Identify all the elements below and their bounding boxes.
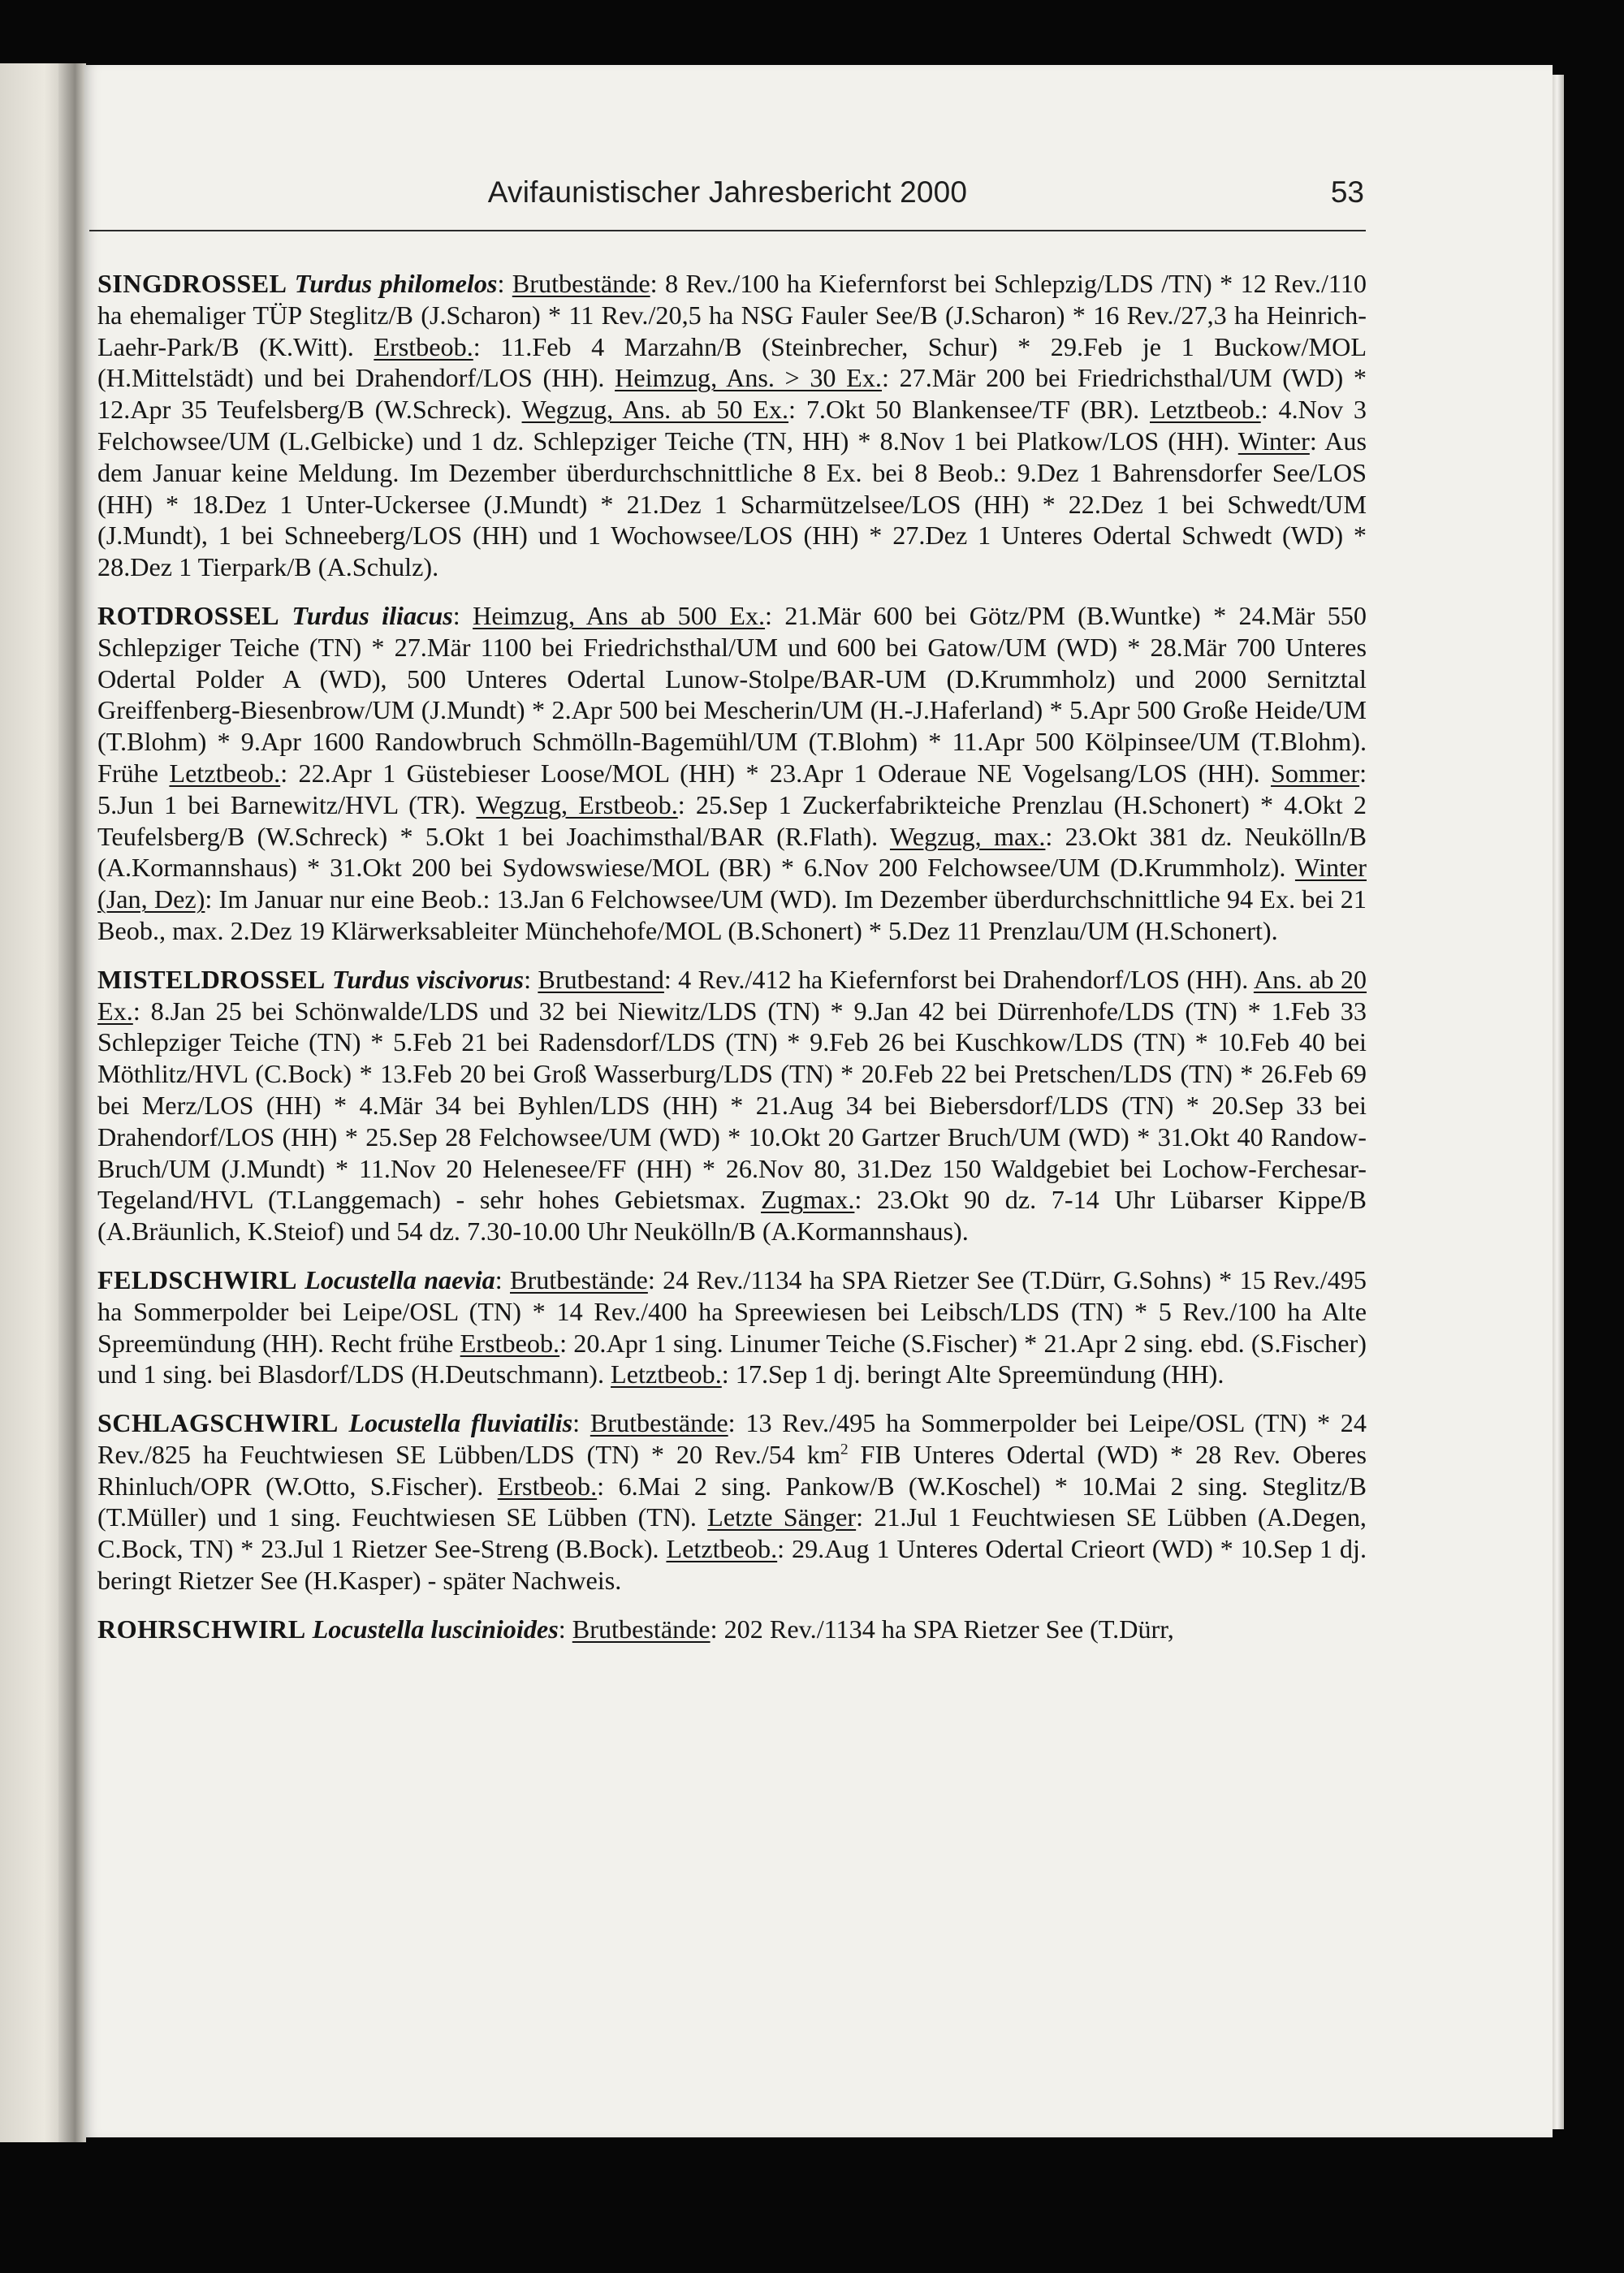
section-keyword: Ans. ab 20 Ex. bbox=[97, 964, 1367, 1026]
section-keyword: Letztbeob. bbox=[169, 758, 281, 788]
section-keyword: Wegzug, Erstbeob. bbox=[476, 789, 678, 819]
entry-text: FIB Unteres Odertal (WD) * 28 Rev. Oberes Rhinluch/OPR (W.Otto, S.Fischer). bbox=[97, 1439, 1367, 1501]
entry-text: : bbox=[558, 1614, 572, 1644]
section-keyword: Brutbestände bbox=[590, 1408, 728, 1438]
entry-text: : Im Januar nur eine Beob.: 13.Jan 6 Felchowsee/UM (WD). Im Dezember überdurchschnittliche 94 Ex. bei 21 Beob., max. 2.Dez 19 Klärwerksableiter Münchehofe/MOL (B.Schonert) * 5.Dez 11 Prenzlau/UM (H.Schonert). bbox=[97, 884, 1367, 945]
entry-text: : 29.Aug 1 Unteres Odertal Crieort (WD) * 10.Sep 1 dj. beringt Rietzer See (H.Kasper) - später Nachweis. bbox=[97, 1534, 1367, 1596]
latin-name: Turdus viscivorus bbox=[332, 964, 525, 994]
species-entry bbox=[97, 1614, 1367, 1645]
entry-text: : 22.Apr 1 Güstebieser Loose/MOL (HH) * 23.Apr 1 Oderaue NE Vogelsang/LOS (HH). bbox=[280, 758, 1271, 788]
section-keyword: Sommer bbox=[1270, 758, 1360, 788]
page-stack-edge bbox=[1553, 75, 1564, 2129]
entry-text: : 21.Jul 1 Feuchtwiesen SE Lübben (A.Degen, C.Bock, TN) * 23.Jul 1 Rietzer See-Streng (B.Bock). bbox=[97, 1502, 1367, 1564]
section-keyword: Letztbeob. bbox=[666, 1534, 778, 1564]
header-rule bbox=[89, 230, 1366, 231]
running-head bbox=[89, 175, 1366, 224]
latin-name: Locustella luscinioides bbox=[312, 1614, 559, 1644]
section-keyword: Brutbestände bbox=[572, 1614, 710, 1644]
latin-name: Locustella naevia bbox=[304, 1264, 495, 1294]
entry-text: : bbox=[572, 1408, 590, 1438]
section-keyword: Winter bbox=[1237, 426, 1310, 456]
section-keyword: Brutbestand bbox=[538, 964, 664, 994]
section-keyword: Brutbestände bbox=[512, 269, 650, 298]
entry-text: : 8.Jan 25 bei Schönwalde/LDS und 32 bei Niewitz/LDS (TN) * 9.Jan 42 bei Dürrenhofe/LDS (TN) * 1.Feb 33 Schlepziger Teiche (TN) * 5.Feb 21 bei Radensdorf/LDS (TN) * 9.Feb 26 bei Kuschkow/LDS (TN) * 10.Feb 40 bei Möthlitz/HVL (C.Bock) * 13.Feb 20 bei Groß Wasserburg/LDS (TN) * 20.Feb 22 bei Pretschen/LDS (TN) * 26.Feb 69 bei Merz/LOS (HH) * 4.Mär 34 bei Byhlen/LDS (HH) * 21.Aug 34 bei Biebersdorf/LDS (TN) * 20.Sep 33 bei Drahendorf/LOS (HH) * 25.Sep 28 Felchowsee/UM (WD) * 10.Okt 20 Gartzer Bruch/UM (WD) * 31.Okt 40 Randow-Bruch/UM (J.Mundt) * 11.Nov 20 Helenesee/FF (HH) * 26.Nov 80, 31.Dez 150 Waldgebiet bei Lochow-Ferchesar-Tegeland/HVL (T.Langgemach) - sehr hohes Gebietsmax. bbox=[97, 996, 1367, 1215]
entry-text: : 21.Mär 600 bei Götz/PM (B.Wuntke) * 24.Mär 550 Schlepziger Teiche (TN) * 27.Mär 1100 bei Friedrichsthal/UM und 600 bei Gatow/UM (WD) * 28.Mär 700 Unteres Odertal Polder A (WD), 500 Unteres Odertal Lunow-Stolpe/BAR-UM (D.Krummholz) und 2000 Sernitztal Greiffenberg-Biesenbrow/UM (J.Mundt) * 2.Apr 500 bei Mescherin/UM (H.-J.Haferland) * 5.Apr 500 Große Heide/UM (T.Blohm) * 9.Apr 1600 Randowbruch Schmölln-Bagemühl/UM (T.Blohm) * 11.Apr 500 Kölpinsee/UM (T.Blohm). Frühe bbox=[97, 600, 1367, 788]
species-entry bbox=[97, 1264, 1367, 1390]
latin-name: Locustella fluviatilis bbox=[348, 1408, 573, 1438]
entry-text: : 8 Rev./100 ha Kiefernforst bei Schlepzig/LDS /TN) * 12 Rev./110 ha ehemaliger TÜP Steglitz/B (J.Scharon) * 11 Rev./20,5 ha NSG Fauler See/B (J.Scharon) * 16 Rev./27,3 ha Heinrich-Laehr-Park/B (K.Witt). bbox=[97, 269, 1367, 361]
section-keyword: Letztbeob. bbox=[1150, 395, 1261, 425]
section-keyword: Letztbeob. bbox=[611, 1359, 722, 1389]
section-keyword: Heimzug, Ans. > 30 Ex. bbox=[615, 363, 882, 393]
section-keyword: Winter (Jan, Dez) bbox=[97, 853, 1367, 914]
running-title: Avifaunistischer Jahresbericht 2000 bbox=[487, 175, 968, 209]
entry-text: : 24 Rev./1134 ha SPA Rietzer See (T.Dürr, G.Sohns) * 15 Rev./495 ha Sommerpolder bei Leipe/OSL (TN) * 14 Rev./400 ha Spreewiesen bei Leibsch/LDS (TN) * 5 Rev./100 ha Alte Spreemündung (HH). Recht frühe bbox=[97, 1264, 1367, 1358]
species-entry bbox=[97, 964, 1367, 1247]
section-keyword: Zugmax. bbox=[761, 1185, 855, 1215]
section-keyword: Erstbeob. bbox=[460, 1328, 560, 1358]
entry-text: : 27.Mär 200 bei Friedrichsthal/UM (WD) * 12.Apr 35 Teufelsberg/B (W.Schreck). bbox=[97, 363, 1367, 425]
species-entry bbox=[97, 600, 1367, 947]
entry-text: : 6.Mai 2 sing. Pankow/B (W.Koschel) * 10.Mai 2 sing. Steglitz/B (T.Müller) und 1 sing. Feuchtwiesen SE Lübben (TN). bbox=[97, 1471, 1367, 1532]
section-keyword: Heimzug, Ans ab 500 Ex. bbox=[473, 600, 766, 630]
species-name: MISTELDROSSEL bbox=[97, 964, 326, 994]
entry-text: : bbox=[524, 964, 538, 994]
entry-text: : 17.Sep 1 dj. beringt Alte Spreemündung (HH). bbox=[721, 1359, 1224, 1389]
entry-text: : 4 Rev./412 ha Kiefernforst bei Drahendorf/LOS (HH). bbox=[663, 964, 1254, 994]
entry-text: : bbox=[497, 269, 512, 298]
section-keyword: Erstbeob. bbox=[497, 1471, 598, 1501]
species-name: SCHLAGSCHWIRL bbox=[97, 1408, 339, 1438]
entry-text: : 23.Okt 90 dz. 7-14 Uhr Lübarser Kippe/B (A.Bräunlich, K.Steiof) und 54 dz. 7.30-10.00 Uhr Neukölln/B (A.Kormannshaus). bbox=[97, 1185, 1367, 1247]
section-keyword: Wegzug, max. bbox=[889, 821, 1046, 851]
entry-text: : 5.Jun 1 bei Barnewitz/HVL (TR). bbox=[97, 758, 1367, 819]
section-keyword: Brutbestände bbox=[510, 1264, 648, 1294]
entry-text: : 23.Okt 381 dz. Neukölln/B (A.Kormannshaus) * 31.Okt 200 bei Sydowswiese/MOL (BR) * 6.Nov 200 Felchowsee/UM (D.Krummholz). bbox=[97, 821, 1367, 883]
section-keyword: Wegzug, Ans. ab 50 Ex. bbox=[521, 395, 789, 425]
report-text bbox=[97, 268, 1367, 1662]
superscript: 2 bbox=[840, 1441, 849, 1458]
species-entry bbox=[97, 1407, 1367, 1597]
entry-text: : 202 Rev./1134 ha SPA Rietzer See (T.Dürr, bbox=[710, 1614, 1174, 1644]
entry-text: : 11.Feb 4 Marzahn/B (Steinbrecher, Schur) * 29.Feb je 1 Buckow/MOL (H.Mittelstädt) und bei Drahendorf/LOS (HH). bbox=[97, 331, 1367, 393]
entry-text: : 25.Sep 1 Zuckerfabrikteiche Prenzlau (H.Schonert) * 4.Okt 2 Teufelsberg/B (W.Schreck) * 5.Okt 1 bei Joachimsthal/BAR (R.Flath). bbox=[97, 789, 1367, 851]
entry-text: : bbox=[452, 600, 473, 630]
species-entry bbox=[97, 268, 1367, 583]
section-keyword: Letzte Sänger bbox=[707, 1502, 857, 1532]
entry-text: : 7.Okt 50 Blankensee/TF (BR). bbox=[788, 395, 1151, 425]
latin-name: Turdus iliacus bbox=[292, 600, 453, 630]
latin-name: Turdus philomelos bbox=[294, 269, 498, 298]
species-name: FELDSCHWIRL bbox=[97, 1264, 297, 1294]
entry-text: : 20.Apr 1 sing. Linumer Teiche (S.Fischer) * 21.Apr 2 sing. ebd. (S.Fischer) und 1 sing. bei Blasdorf/LDS (H.Deutschmann). bbox=[97, 1328, 1367, 1389]
page-number: 53 bbox=[1330, 175, 1364, 209]
entry-text: : Aus dem Januar keine Meldung. Im Dezember überdurchschnittliche 8 Ex. bei 8 Beob.: 9.Dez 1 Bahrensdorfer See/LOS (HH) * 18.Dez 1 Unter-Uckersee (J.Mundt) * 21.Dez 1 Scharmützelsee/LOS (HH) * 22.Dez 1 bei Schwedt/UM (J.Mundt), 1 bei Schneeberg/LOS (HH) und 1 Wochowsee/LOS (HH) * 27.Dez 1 Unteres Odertal Schwedt (WD) * 28.Dez 1 Tierpark/B (A.Schulz). bbox=[97, 426, 1367, 582]
species-name: ROHRSCHWIRL bbox=[97, 1614, 306, 1644]
section-keyword: Erstbeob. bbox=[374, 331, 473, 361]
book-gutter bbox=[58, 63, 86, 2142]
entry-text: : 4.Nov 3 Felchowsee/UM (L.Gelbicke) und 1 dz. Schlepziger Teiche (TN, HH) * 8.Nov 1 bei Platkow/LOS (HH). bbox=[97, 395, 1367, 456]
species-name: ROTDROSSEL bbox=[97, 600, 280, 630]
species-name: SINGDROSSEL bbox=[97, 269, 287, 298]
entry-text: : bbox=[495, 1264, 511, 1294]
entry-text: : 13 Rev./495 ha Sommerpolder bei Leipe/OSL (TN) * 24 Rev./825 ha Feuchtwiesen SE Lübben/LDS (TN) * 20 Rev./54 km bbox=[97, 1408, 1367, 1469]
